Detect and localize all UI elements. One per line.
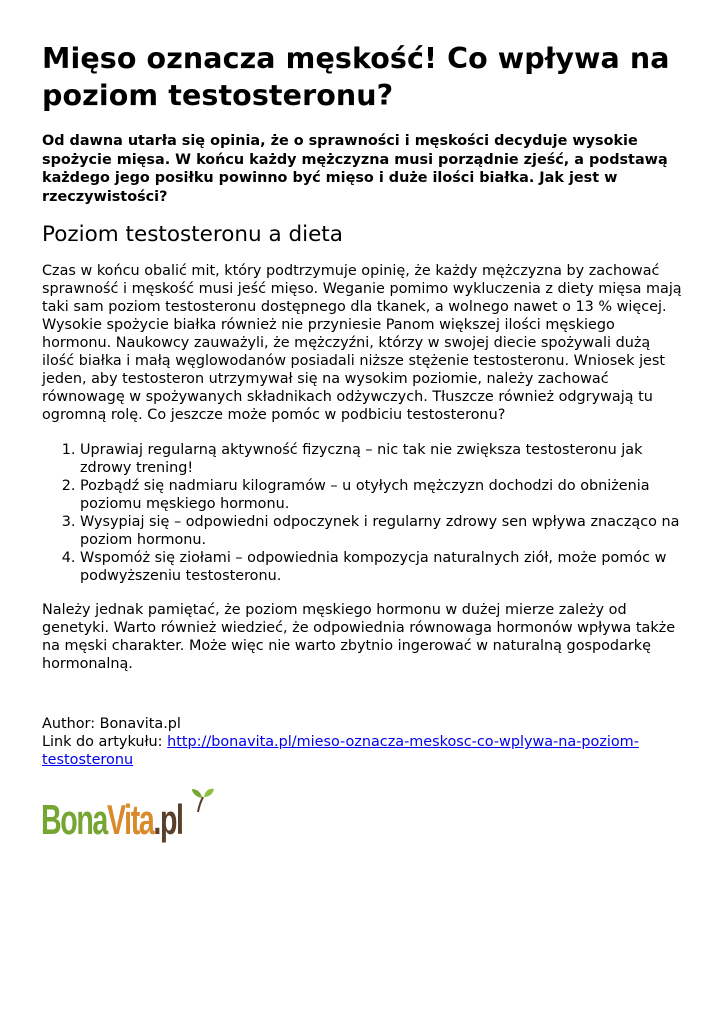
tips-list bbox=[42, 441, 682, 585]
source-link[interactable]: http://bonavita.pl/mieso-oznacza-meskosc-co-wplywa-na-poziom-testosteronu bbox=[42, 734, 639, 768]
author-line: Author: Bonavita.pl bbox=[42, 716, 181, 732]
article-meta bbox=[42, 715, 682, 769]
link-label: Link do artykułu: bbox=[42, 734, 168, 750]
list-item: 3. Wysypiaj się – odpowiedni odpoczynek i regularny zdrowy sen wpływa znacząco na poziom hormonu. bbox=[80, 513, 682, 549]
bonavita-logo bbox=[40, 786, 218, 856]
leaf-icon bbox=[190, 786, 216, 814]
article bbox=[42, 40, 682, 673]
section-heading: Poziom testosteronu a dieta bbox=[42, 222, 343, 247]
logo-wordmark bbox=[41, 790, 183, 850]
list-item: 1. Uprawiaj regularną aktywność fizyczną – nic tak nie zwiększa testosteronu jak zdrowy trening! bbox=[80, 441, 682, 477]
source-link-line bbox=[42, 733, 682, 769]
logo-part-vita: Vita bbox=[106, 796, 154, 843]
article-title: Mięso oznacza męskość! Co wpływa na poziom testosteronu? bbox=[42, 42, 670, 112]
article-lead: Od dawna utarła się opinia, że o sprawności i męskości decyduje wysokie spożycie mięsa. W końcu każdy mężczyzna musi porządnie zjeść, a podstawą każdego jego posiłku powinno być mięso i duże ilości białka. Jak jest w rzeczywistości? bbox=[42, 133, 668, 205]
paragraph-2: Należy jednak pamiętać, że poziom męskiego hormonu w dużej mierze zależy od genetyki. Warto również wiedzieć, że odpowiednia równowaga hormonów wpływa także na męski charakter. Może więc nie warto zbytnio ingerować w naturalną gospodarkę hormonalną. bbox=[42, 602, 676, 672]
list-item: 2. Pozbądź się nadmiaru kilogramów – u otyłych mężczyzn dochodzi do obniżenia poziomu męskiego hormonu. bbox=[80, 477, 682, 513]
logo-part-pl: .pl bbox=[153, 796, 183, 843]
logo-part-bona: Bona bbox=[41, 796, 107, 843]
list-item: 4. Wspomóż się ziołami – odpowiednia kompozycja naturalnych ziół, może pomóc w podwyższeniu testosteronu. bbox=[80, 549, 682, 585]
paragraph-1: Czas w końcu obalić mit, który podtrzymuje opinię, że każdy mężczyzna by zachować sprawność i męskość musi jeść mięso. Weganie pomimo wykluczenia z diety mięsa mają taki sam poziom testosteronu dostępnego dla tkanek, a wolnego nawet o 13 % więcej. Wysokie spożycie białka również nie przyniesie Panom większej ilości męskiego hormonu. Naukowcy zauważyli, że mężczyźni, którzy w swojej diecie spożywali dużą ilość białka i małą węglowodanów posiadali niższe stężenie testosteronu. Wniosek jest jeden, aby testosteron utrzymywał się na wysokim poziomie, należy zachować równowagę w spożywanych składnikach odżywczych. Tłuszcze również odgrywają tu ogromną rolę. Co jeszcze może pomóc w podbiciu testosteronu? bbox=[42, 263, 682, 423]
